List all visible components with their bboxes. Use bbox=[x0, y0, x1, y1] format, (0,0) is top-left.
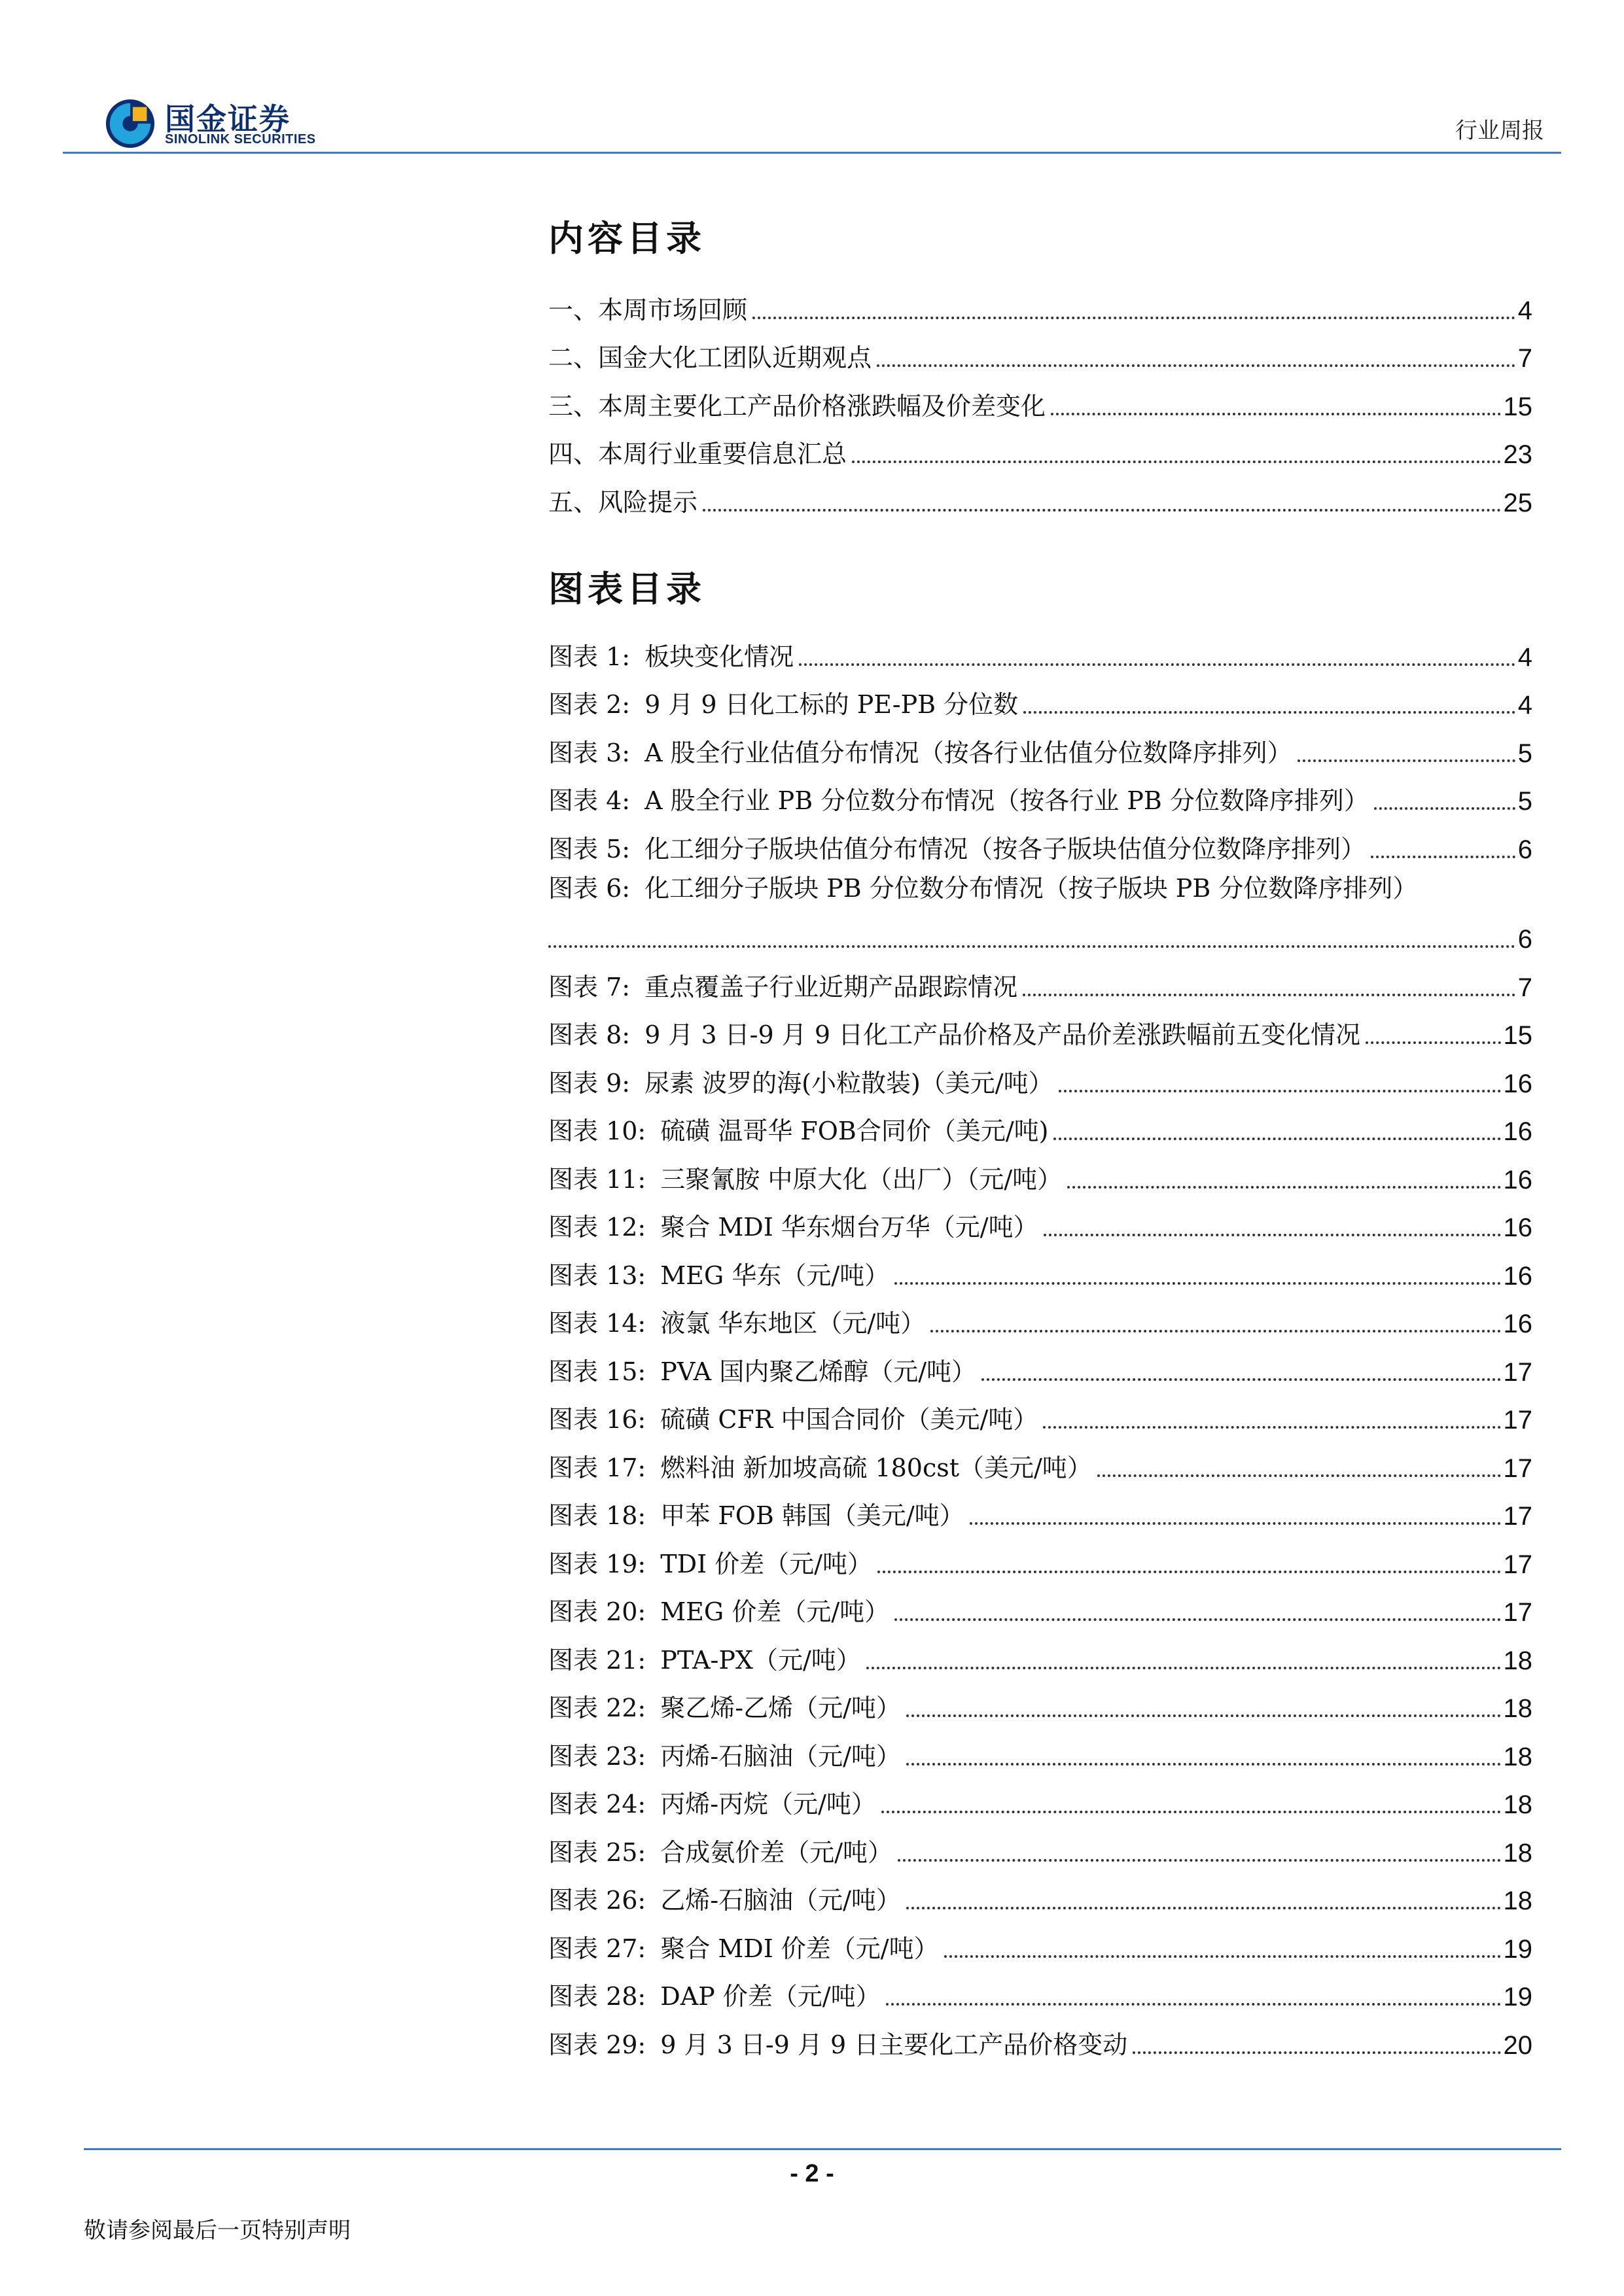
figure-entry-label: 图表 19: bbox=[548, 1549, 646, 1578]
figure-entry-caption bbox=[548, 1303, 925, 1339]
figure-entry-caption bbox=[548, 1880, 901, 1916]
report-type: 行业周报 bbox=[1455, 118, 1544, 144]
figure-entry[interactable] bbox=[548, 1627, 1532, 1676]
figures-heading: 图表目录 bbox=[548, 568, 705, 610]
figure-entry-label: 图表 9: bbox=[548, 1068, 631, 1098]
figure-entry-label: 图表 21: bbox=[548, 1645, 646, 1675]
figure-entry-page: 17 bbox=[1503, 1502, 1532, 1531]
figure-entry[interactable] bbox=[548, 1868, 1532, 1917]
figure-entry-title: 硫磺 CFR 中国合同价（美元/吨） bbox=[660, 1405, 1038, 1434]
figure-entry-page: 16 bbox=[1503, 1117, 1532, 1146]
figure-entry-caption bbox=[548, 1351, 976, 1387]
toc-entry-title: 三、本周主要化工产品价格涨跌幅及价差变化 bbox=[548, 391, 1046, 421]
figure-entry[interactable] bbox=[548, 1147, 1532, 1195]
figure-entry-caption bbox=[548, 1784, 876, 1820]
figure-entry-caption bbox=[548, 1640, 861, 1676]
figure-entry-label: 图表 26: bbox=[548, 1886, 646, 1915]
figure-entry-page: 4 bbox=[1517, 691, 1532, 720]
figure-entry-caption bbox=[548, 1448, 1092, 1484]
figure-entry-label: 图表 28: bbox=[548, 1982, 646, 2011]
dot-leader bbox=[799, 663, 1515, 666]
figure-entry-title: DAP 价差（元/吨） bbox=[660, 1982, 881, 2011]
figure-entry-caption bbox=[548, 1495, 964, 1531]
figure-entry-page: 16 bbox=[1503, 1165, 1532, 1194]
dot-leader bbox=[1044, 1233, 1501, 1236]
dot-leader bbox=[1023, 710, 1515, 714]
figure-entry-page: 17 bbox=[1503, 1550, 1532, 1579]
figure-entry-title: 丙烯-丙烷（元/吨） bbox=[660, 1790, 876, 1818]
figure-entry[interactable] bbox=[548, 1964, 1532, 2013]
figure-entry-caption bbox=[548, 2025, 1127, 2061]
figure-entry-caption bbox=[548, 1976, 881, 2012]
figure-entry[interactable] bbox=[548, 816, 1532, 865]
figure-entry[interactable] bbox=[548, 1003, 1532, 1051]
figure-entry[interactable] bbox=[548, 1243, 1532, 1291]
figure-entry[interactable] bbox=[548, 769, 1532, 817]
figure-entry-page: 16 bbox=[1503, 1213, 1532, 1242]
figure-entry-title: 重点覆盖子行业近期产品跟踪情况 bbox=[644, 972, 1018, 1001]
figure-entry-caption bbox=[548, 1736, 901, 1772]
figures-list bbox=[548, 624, 1532, 2061]
figure-entry-title: 聚合 MDI 价差（元/吨） bbox=[660, 1934, 939, 1963]
figure-entry[interactable] bbox=[548, 865, 1532, 955]
figure-entry-caption bbox=[548, 1159, 1062, 1195]
figure-entry-caption bbox=[548, 1015, 1360, 1051]
toc-entry-page: 15 bbox=[1503, 392, 1532, 421]
company-logo bbox=[105, 98, 353, 150]
figure-entry-title: 9 月 3 日-9 月 9 日主要化工产品价格变动 bbox=[660, 2030, 1128, 2059]
dot-leader bbox=[548, 945, 1515, 948]
figure-entry[interactable] bbox=[548, 1820, 1532, 1868]
toc-entry[interactable] bbox=[548, 422, 1532, 470]
dot-leader bbox=[970, 1522, 1501, 1525]
figure-entry[interactable] bbox=[548, 1484, 1532, 1532]
figure-entry-label: 图表 3: bbox=[548, 738, 631, 767]
dot-leader bbox=[1297, 759, 1515, 762]
figure-entry-page: 5 bbox=[1517, 739, 1532, 768]
dot-leader bbox=[1374, 807, 1515, 810]
figure-entry-label: 图表 5: bbox=[548, 834, 631, 863]
figure-entry-page: 19 bbox=[1503, 1934, 1532, 1964]
figure-entry-title: MEG 华东（元/吨） bbox=[660, 1261, 890, 1290]
figure-entry-label: 图表 23: bbox=[548, 1741, 646, 1771]
figure-entry-page: 16 bbox=[1503, 1310, 1532, 1338]
logo-chinese-name: 国金证券 bbox=[165, 101, 291, 137]
figure-entry-page: 16 bbox=[1503, 1069, 1532, 1098]
figure-entry[interactable] bbox=[548, 1099, 1532, 1147]
figure-entry-caption bbox=[548, 1399, 1038, 1435]
figure-entry[interactable] bbox=[548, 1772, 1532, 1820]
figure-entry-label: 图表 27: bbox=[548, 1934, 646, 1963]
figure-entry-label: 图表 12: bbox=[548, 1213, 646, 1242]
figure-entry-page: 18 bbox=[1503, 1887, 1532, 1915]
toc-entry[interactable] bbox=[548, 470, 1532, 518]
dot-leader bbox=[1067, 1185, 1500, 1189]
figure-entry-page: 18 bbox=[1503, 1838, 1532, 1868]
figure-entry-title: 聚乙烯-乙烯（元/吨） bbox=[660, 1694, 901, 1722]
figure-entry-title: PVA 国内聚乙烯醇（元/吨） bbox=[660, 1357, 977, 1386]
dot-leader bbox=[906, 1762, 1501, 1765]
figure-entry-page: 17 bbox=[1503, 1406, 1532, 1435]
figure-entry-caption bbox=[548, 1544, 872, 1580]
figure-entry-line bbox=[548, 865, 1532, 913]
figure-entry-page: 18 bbox=[1503, 1742, 1532, 1771]
figure-entry-caption bbox=[548, 684, 1018, 720]
figure-entry[interactable] bbox=[548, 1291, 1532, 1340]
figure-entry-label: 图表 13: bbox=[548, 1261, 646, 1290]
dot-leader bbox=[898, 1858, 1500, 1862]
figure-entry[interactable] bbox=[548, 1387, 1532, 1436]
figure-entry-title: 丙烯-石脑油（元/吨） bbox=[660, 1741, 901, 1771]
figure-entry-title: A 股全行业 PB 分位数分布情况（按各行业 PB 分位数降序排列） bbox=[644, 786, 1369, 815]
figure-entry-page: 6 bbox=[1517, 925, 1532, 954]
figure-entry-label: 图表 7: bbox=[548, 972, 631, 1001]
toc-entry-title: 四、本周行业重要信息汇总 bbox=[548, 440, 847, 468]
figure-entry-title: 乙烯-石脑油（元/吨） bbox=[660, 1886, 901, 1915]
figure-entry-page: 18 bbox=[1503, 1646, 1532, 1675]
figure-entry-page: 19 bbox=[1503, 1983, 1532, 2011]
figure-entry[interactable] bbox=[548, 1724, 1532, 1772]
toc-entry[interactable] bbox=[548, 277, 1532, 326]
toc-entry-title: 二、国金大化工团队近期观点 bbox=[548, 343, 872, 372]
figure-entry-page: 18 bbox=[1503, 1694, 1532, 1723]
dot-leader bbox=[1366, 1041, 1500, 1044]
figure-entry[interactable] bbox=[548, 1916, 1532, 1964]
figure-entry[interactable] bbox=[548, 1676, 1532, 1724]
figure-entry-caption bbox=[548, 1207, 1038, 1243]
figure-entry-title: 甲苯 FOB 韩国（美元/吨） bbox=[660, 1501, 964, 1530]
figure-entry-title: 合成氨价差（元/吨） bbox=[660, 1837, 893, 1867]
page-number: - 2 - bbox=[790, 2160, 834, 2187]
dot-leader bbox=[1043, 1425, 1500, 1429]
figure-entry-label: 图表 15: bbox=[548, 1357, 646, 1386]
figure-entry[interactable] bbox=[548, 1531, 1532, 1580]
dot-leader bbox=[881, 1810, 1501, 1813]
figure-entry-label: 图表 17: bbox=[548, 1453, 646, 1482]
figure-entry-caption bbox=[548, 1063, 1053, 1099]
figure-entry-label: 图表 1: bbox=[548, 642, 631, 671]
figure-entry-label: 图表 29: bbox=[548, 2030, 646, 2059]
dot-leader bbox=[981, 1378, 1500, 1381]
figure-entry-title: MEG 价差（元/吨） bbox=[660, 1597, 890, 1626]
figure-entry-title: 燃料油 新加坡高硫 180cst（美元/吨） bbox=[660, 1453, 1092, 1482]
figure-entry-label: 图表 20: bbox=[548, 1597, 646, 1626]
toc-entry-page: 7 bbox=[1517, 344, 1532, 373]
figure-entry[interactable] bbox=[548, 1195, 1532, 1244]
figure-entry-page: 7 bbox=[1517, 973, 1532, 1002]
figure-entry-label: 图表 2: bbox=[548, 690, 631, 719]
dot-leader bbox=[894, 1281, 1500, 1285]
figure-entry-page: 17 bbox=[1503, 1453, 1532, 1483]
figure-entry-title: 9 月 9 日化工标的 PE-PB 分位数 bbox=[644, 690, 1019, 719]
figure-entry-page: 18 bbox=[1503, 1790, 1532, 1819]
header-divider bbox=[63, 152, 1561, 154]
figure-entry[interactable] bbox=[548, 1580, 1532, 1628]
toc-entry-title: 一、本周市场回顾 bbox=[548, 295, 748, 324]
figure-entry-label: 图表 14: bbox=[548, 1309, 646, 1338]
toc-entry[interactable] bbox=[548, 374, 1532, 422]
figure-entry-title: A 股全行业估值分布情况（按各行业估值分位数降序排列） bbox=[644, 738, 1292, 767]
figure-entry-title: 尿素 波罗的海(小粒散装)（美元/吨） bbox=[644, 1068, 1053, 1098]
figure-entry-label: 图表 18: bbox=[548, 1501, 646, 1530]
figure-entry-caption bbox=[548, 1111, 1048, 1147]
toc-list bbox=[548, 277, 1532, 518]
figure-entry-page: 4 bbox=[1517, 642, 1532, 672]
figure-entry-label: 图表 8: bbox=[548, 1020, 631, 1049]
figure-entry-page: 5 bbox=[1517, 787, 1532, 816]
figure-entry-caption bbox=[548, 967, 1017, 1003]
dot-leader bbox=[1059, 1089, 1501, 1092]
dot-leader bbox=[930, 1329, 1500, 1332]
figure-entry-label: 图表 25: bbox=[548, 1837, 646, 1867]
toc-entry[interactable] bbox=[548, 326, 1532, 374]
figure-entry-title: 板块变化情况 bbox=[644, 642, 794, 671]
disclaimer: 敬请参阅最后一页特别声明 bbox=[84, 2218, 351, 2244]
figure-entry-label: 图表 11: bbox=[548, 1164, 646, 1194]
figure-entry-title: 三聚氰胺 中原大化（出厂）（元/吨） bbox=[660, 1164, 1063, 1194]
dot-leader bbox=[1133, 2051, 1500, 2054]
figure-entry-caption bbox=[548, 733, 1292, 769]
dot-leader bbox=[752, 316, 1515, 319]
dot-leader bbox=[906, 1714, 1501, 1717]
figure-entry-caption bbox=[548, 1688, 901, 1724]
dot-leader bbox=[866, 1666, 1501, 1669]
figure-entry-title: 液氯 华东地区（元/吨） bbox=[660, 1309, 926, 1338]
dot-leader bbox=[1371, 855, 1515, 858]
figure-entry-caption bbox=[548, 636, 794, 672]
figure-entry-page: 17 bbox=[1503, 1598, 1532, 1627]
dot-leader bbox=[1053, 1137, 1500, 1140]
figure-entry-page: 17 bbox=[1503, 1357, 1532, 1387]
figure-entry-title: PTA-PX（元/吨） bbox=[660, 1645, 861, 1675]
figure-entry-label: 图表 22: bbox=[548, 1694, 646, 1722]
figure-entry-caption bbox=[548, 1928, 939, 1964]
figure-entry[interactable] bbox=[548, 954, 1532, 1003]
figure-entry[interactable] bbox=[548, 624, 1532, 672]
figure-entry[interactable] bbox=[548, 1339, 1532, 1387]
dot-leader bbox=[877, 1570, 1501, 1573]
figure-entry-page: 20 bbox=[1503, 2030, 1532, 2060]
dot-leader bbox=[944, 1955, 1501, 1958]
toc-entry-page: 25 bbox=[1503, 488, 1532, 517]
figure-entry-label: 图表 10: bbox=[548, 1117, 646, 1145]
figure-entry-label: 图表 4: bbox=[548, 786, 631, 815]
dot-leader bbox=[1051, 412, 1500, 415]
dot-leader bbox=[886, 2002, 1501, 2006]
dot-leader bbox=[852, 460, 1500, 463]
figure-entry-title: 化工细分子版块估值分布情况（按各子版块估值分位数降序排列） bbox=[644, 834, 1366, 863]
figure-entry[interactable] bbox=[548, 2012, 1532, 2061]
dot-leader bbox=[877, 364, 1515, 367]
dot-leader bbox=[1023, 993, 1515, 996]
figure-entry-title: 9 月 3 日-9 月 9 日化工产品价格及产品价差涨跌幅前五变化情况 bbox=[644, 1020, 1361, 1049]
figure-entry[interactable] bbox=[548, 672, 1532, 721]
figure-entry-label: 图表 16: bbox=[548, 1405, 646, 1434]
sinolink-logo-icon bbox=[105, 98, 156, 149]
figure-entry-title: TDI 价差（元/吨） bbox=[660, 1549, 872, 1578]
dot-leader bbox=[703, 508, 1500, 512]
logo-english-name: SINOLINK SECURITIES bbox=[165, 132, 316, 147]
figure-entry-title: 聚合 MDI 华东烟台万华（元/吨） bbox=[660, 1213, 1038, 1242]
figure-entry[interactable] bbox=[548, 720, 1532, 769]
figure-entry[interactable] bbox=[548, 1051, 1532, 1099]
toc-entry-title: 五、风险提示 bbox=[548, 487, 698, 517]
figure-entry-title: 化工细分子版块 PB 分位数分布情况（按子版块 PB 分位数降序排列） bbox=[644, 873, 1418, 903]
footer-divider bbox=[84, 2148, 1561, 2150]
figure-entry-caption bbox=[548, 1832, 892, 1868]
figure-entry-line bbox=[548, 913, 1532, 954]
figure-entry-caption bbox=[548, 829, 1366, 865]
figure-entry-page: 6 bbox=[1517, 835, 1532, 864]
dot-leader bbox=[894, 1618, 1500, 1621]
figure-entry-page: 16 bbox=[1503, 1261, 1532, 1291]
figure-entry-title: 硫磺 温哥华 FOB合同价（美元/吨) bbox=[660, 1117, 1049, 1145]
figure-entry-caption bbox=[548, 1592, 889, 1627]
figure-entry-caption bbox=[548, 1255, 889, 1291]
figure-entry-label: 图表 6: bbox=[548, 873, 631, 903]
toc-entry-page: 4 bbox=[1517, 296, 1532, 325]
toc-heading: 内容目录 bbox=[548, 217, 705, 259]
figure-entry-caption bbox=[548, 780, 1369, 816]
figure-entry[interactable] bbox=[548, 1435, 1532, 1484]
dot-leader bbox=[1097, 1474, 1501, 1477]
figure-entry-label: 图表 24: bbox=[548, 1790, 646, 1818]
figure-entry-page: 15 bbox=[1503, 1021, 1532, 1050]
toc-entry-page: 23 bbox=[1503, 440, 1532, 469]
dot-leader bbox=[906, 1906, 1501, 1909]
